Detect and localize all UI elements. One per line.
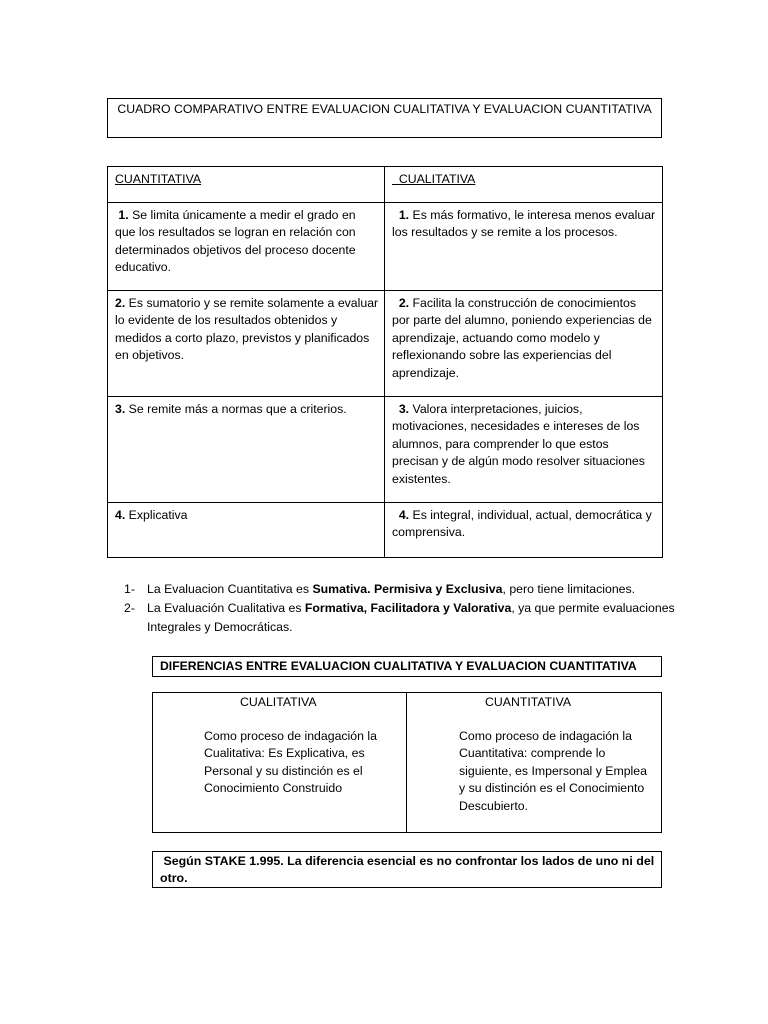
differences-text-cualitativa: Como proceso de indagación la Cualitativa: Es Explicativa, es Personal y su distinción es el Conocimiento Construido — [204, 729, 377, 796]
differences-head-cuantitativa: CUANTITATIVA — [485, 695, 572, 709]
stake-note — [152, 851, 662, 888]
cell-cualitativa-2: 2. Facilita la construcción de conocimientos por parte del alumno, poniendo experiencias de aprendizaje, actuando como modelo y reflexionando sobre las experiencias del aprendizaje. — [385, 291, 663, 397]
cell-cuantitativa-1: 1. Se limita únicamente a medir el grado en que los resultados se logran en relación con determinados objetivos del proceso docente educativo. — [108, 203, 385, 291]
header-cualitativa: CUALITATIVA — [385, 167, 663, 203]
table-row — [108, 397, 663, 503]
table-row — [108, 203, 663, 291]
list-item: 1- La Evaluacion Cuantitativa es Sumativa. Permisiva y Exclusiva, pero tiene limitaciones. — [124, 580, 684, 599]
cell-cualitativa-1: 1. Es más formativo, le interesa menos evaluar los resultados y se remite a los procesos. — [385, 203, 663, 291]
table-row — [108, 503, 663, 558]
differences-head-cualitativa: CUALITATIVA — [240, 695, 317, 709]
cell-cualitativa-4: 4. Es integral, individual, actual, democrática y comprensiva. — [385, 503, 663, 558]
list-item: 2- La Evaluación Cualitativa es Formativa, Facilitadora y Valorativa, ya que permite evaluaciones Integrales y Democráticas. — [124, 601, 675, 634]
table-header-row — [108, 167, 663, 203]
differences-title: DIFERENCIAS ENTRE EVALUACION CUALITATIVA Y EVALUACION CUANTITATIVA — [152, 656, 662, 677]
list-item-number: 1- — [124, 582, 135, 596]
cell-cuantitativa-4: 4. Explicativa — [108, 503, 385, 558]
comparison-table — [107, 166, 663, 558]
table-row — [108, 291, 663, 397]
list-item-number: 2- — [124, 601, 135, 615]
differences-text-cuantitativa: Como proceso de indagación la Cuantitativa: comprende lo siguiente, es Impersonal y Emplea y su distinción es el Conocimiento Descubierto. — [459, 729, 647, 813]
numbered-list — [124, 580, 684, 637]
document-title — [107, 98, 662, 138]
header-cuantitativa: CUANTITATIVA — [108, 167, 385, 203]
document-title-text: CUADRO COMPARATIVO ENTRE EVALUACION CUALITATIVA Y EVALUACION CUANTITATIVA — [117, 102, 652, 116]
cell-cuantitativa-2: 2. Es sumatorio y se remite solamente a evaluar lo evidente de los resultados obtenidos y medidos a corto plazo, previstos y planificados en objetivos. — [108, 291, 385, 397]
stake-note-text: Según STAKE 1.995. La diferencia esencial es no confrontar los lados de uno ni del otro. — [160, 854, 655, 886]
differences-divider — [406, 692, 407, 833]
cell-cualitativa-3: 3. Valora interpretaciones, juicios, motivaciones, necesidades e intereses de los alumnos, para comprender lo que estos precisan y de algún modo resolver situaciones existentes. — [385, 397, 663, 503]
cell-cuantitativa-3: 3. Se remite más a normas que a criterios. — [108, 397, 385, 503]
